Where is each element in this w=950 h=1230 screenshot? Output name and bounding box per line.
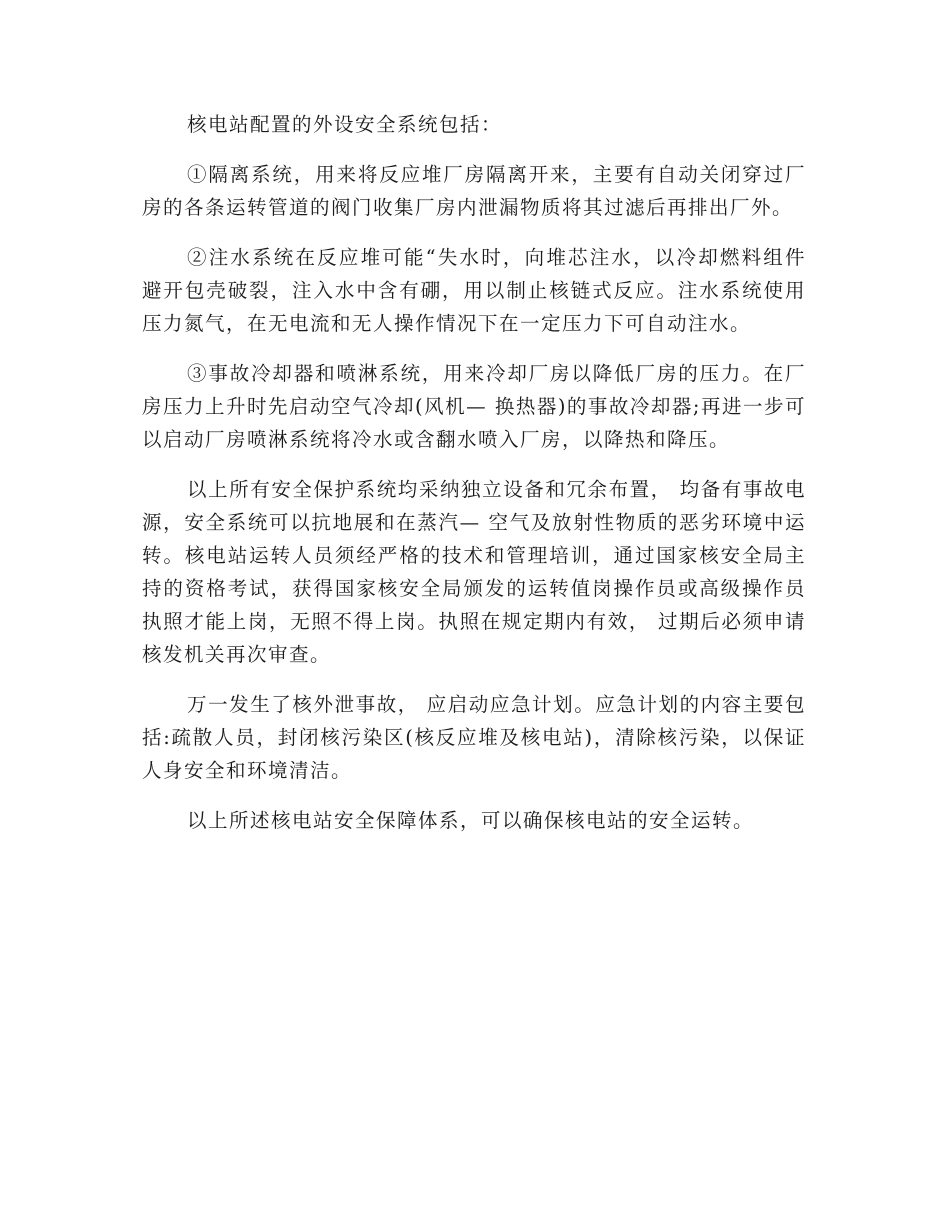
injection-system-paragraph: ②注水系统在反应堆可能“失水时，向堆芯注水，以冷却燃料组件避开包壳破裂，注入水中含有硼，用以制止核链式反应。注水系统使用压力氮气，在无电流和无人操作情况下在一定压力下可自动注水。 [142, 246, 806, 335]
isolation-system-paragraph: ①隔离系统，用来将反应堆厂房隔离开来，主要有自动关闭穿过厂房的各条运转管道的阀门收集厂房内泄漏物质将其过滤后再排出厂外。 [142, 163, 806, 219]
emergency-plan-paragraph: 万一发生了核外泄事故， 应启动应急计划。应急计划的内容主要包括:疏散人员，封闭核污染区(核反应堆及核电站)，清除核污染，以保证人身安全和环境清洁。 [142, 693, 806, 782]
document-body [142, 108, 806, 854]
cooling-spray-system-paragraph: ③事故冷却器和喷淋系统，用来冷却厂房以降低厂房的压力。在厂房压力上升时先启动空气冷却(风机— 换热器)的事故冷却器;再进一步可以启动厂房喷淋系统将冷水或含翻水喷入厂房，以降热和降压。 [142, 362, 806, 451]
conclusion-paragraph: 以上所述核电站安全保障体系，可以确保核电站的安全运转。 [187, 809, 755, 832]
intro-paragraph: 核电站配置的外设安全系统包括： [187, 113, 503, 136]
safety-redundancy-paragraph: 以上所有安全保护系统均采纳独立设备和冗余布置， 均备有事故电源，安全系统可以抗地展和在蒸汽— 空气及放射性物质的恶劣环境中运转。核电站运转人员须经严格的技术和管理培训，通过国家核安全局主持的资格考试，获得国家核安全局颁发的运转值岗操作员或高级操作员执照才能上岗，无照不得上岗。执照在规定期内有效， 过期后必须申请核发机关再次审查。 [142, 478, 806, 666]
